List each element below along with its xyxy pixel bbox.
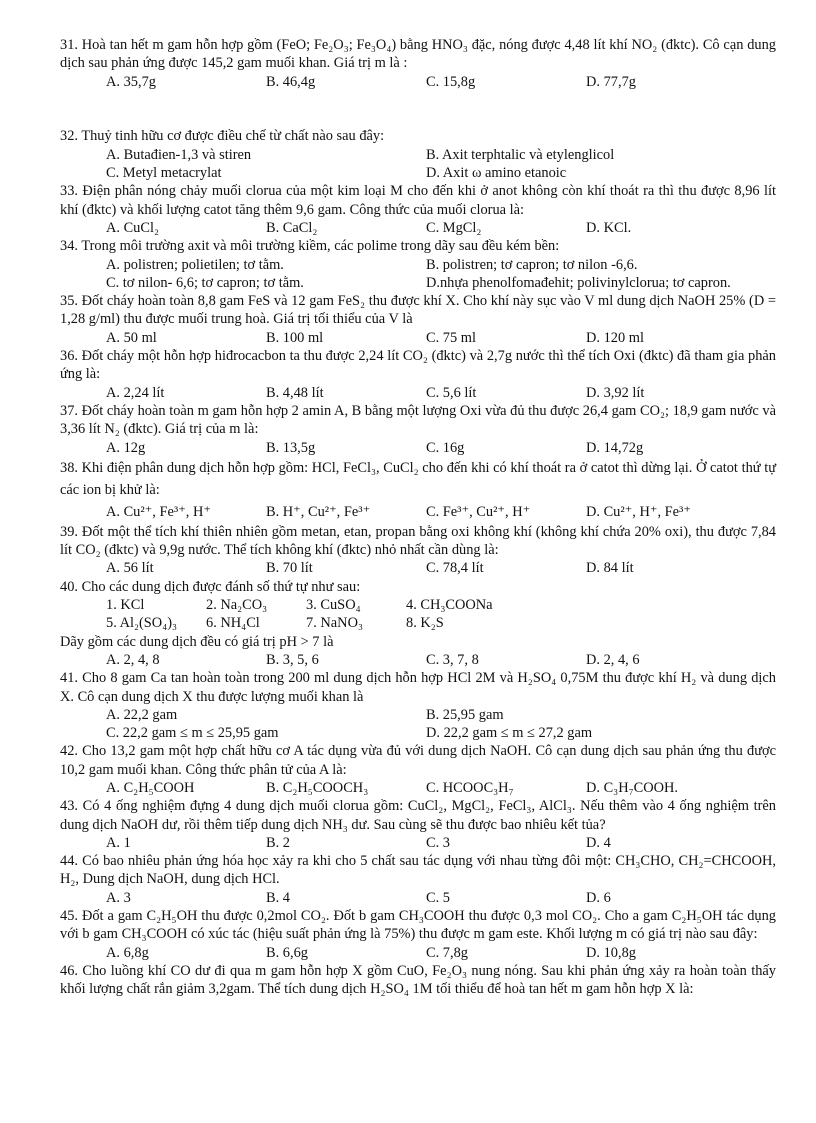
question-stem: 36. Đốt cháy một hỗn hợp hiđrocacbon ta thu được 2,24 lít CO₂ (đktc) và 2,7g nước thì thể tích Oxi (đktc) đã tham gia phản ứng là: (60, 348, 776, 383)
option-c[interactable]: C. 3 (426, 834, 450, 851)
option-d[interactable]: D. 84 lít (586, 560, 634, 577)
option-d[interactable]: D. 6 (586, 889, 611, 906)
question-39 (60, 523, 776, 578)
solution-item: 6. NH₄Cl (206, 615, 260, 632)
option-b[interactable]: B. H⁺, Cu²⁺, Fe³⁺ (266, 503, 371, 520)
option-c[interactable]: C. HCOOC₃H₇ (426, 779, 514, 796)
question-stem: 41. Cho 8 gam Ca tan hoàn toàn trong 200 ml dung dịch hỗn hợp HCl 2M và H₂SO₄ 0,75M thu được khí H₂ và dung dịch X. Cô cạn dung dịch X thu được lượng muối khan là (60, 670, 776, 705)
question-tail: Dãy gồm các dung dịch đều có giá trị pH > 7 là (60, 633, 334, 650)
option-d[interactable]: D. Cu²⁺, H⁺, Fe³⁺ (586, 503, 691, 520)
option-c[interactable]: C. 22,2 gam ≤ m ≤ 25,95 gam (106, 725, 279, 742)
option-b[interactable]: B. 4 (266, 889, 290, 906)
question-40 (60, 578, 776, 669)
option-a[interactable]: A. 2,24 lít (106, 384, 165, 401)
option-a[interactable]: A. 2, 4, 8 (106, 651, 160, 668)
option-d[interactable]: D. 4 (586, 834, 611, 851)
question-34 (60, 237, 776, 292)
option-b[interactable]: B. 70 lít (266, 560, 313, 577)
option-a[interactable]: A. Butađien-1,3 và stiren (106, 146, 252, 163)
question-stem: 43. Có 4 ống nghiệm đựng 4 dung dịch muối clorua gồm: CuCl₂, MgCl₂, FeCl₃, AlCl₃. Nếu thêm vào 4 ống nghiệm trên dung dịch NaOH dư, rồi thêm tiếp dung dịch NH₃ dư. Sau cùng sẽ thu được bao nhiêu kết tủa? (60, 798, 776, 833)
question-46 (60, 962, 776, 999)
answer-options (60, 439, 776, 457)
answer-options (60, 164, 776, 182)
question-stem: 37. Đốt cháy hoàn toàn m gam hỗn hợp 2 amin A, B bằng một lượng Oxi vừa đủ thu được 26,4 gam CO₂; 18,9 gam nước và 3,36 lít N₂ (đktc). Giá trị của m là: (60, 402, 776, 438)
question-45 (60, 907, 776, 962)
option-a[interactable]: A. 3 (106, 889, 131, 906)
answer-options (60, 73, 776, 91)
solution-item: 4. CH₃COONa (406, 597, 493, 614)
option-c[interactable]: C. 7,8g (426, 944, 468, 961)
question-33 (60, 182, 776, 237)
option-b[interactable]: B. 100 ml (266, 329, 324, 346)
option-a[interactable]: A. 50 ml (106, 329, 157, 346)
option-a[interactable]: A. CuCl₂ (106, 219, 159, 236)
question-41 (60, 669, 776, 742)
option-c[interactable]: C. 15,8g (426, 73, 476, 90)
answer-options (60, 501, 776, 523)
question-stem: 42. Cho 13,2 gam một hợp chất hữu cơ A tác dụng vừa đủ với dung dịch NaOH. Cô cạn dung dịch sau phản ứng thu được 10,2 gam muối khan. Công thức phân tử của A là: (60, 743, 776, 778)
option-c[interactable]: C. tơ nilon- 6,6; tơ capron; tơ tằm. (106, 274, 304, 291)
option-c[interactable]: C. 3, 7, 8 (426, 651, 479, 668)
answer-options (60, 779, 776, 797)
option-a[interactable]: A. 1 (106, 834, 131, 851)
answer-options (60, 219, 776, 237)
answer-options (60, 651, 776, 669)
answer-options (60, 256, 776, 274)
option-d[interactable]: D. 77,7g (586, 73, 636, 90)
question-stem: 33. Điện phân nóng chảy muối clorua của một kim loại M cho đến khi ở anot không còn khí thoát ra thì thu được 8,96 lít khí (đktc) và khối lượng catot tăng thêm 9,6 gam. Công thức của muối clorua là: (60, 183, 776, 218)
option-d[interactable]: D. 120 ml (586, 329, 644, 346)
answer-options (60, 944, 776, 962)
option-a[interactable]: A. 35,7g (106, 73, 156, 90)
option-a[interactable]: A. Cu²⁺, Fe³⁺, H⁺ (106, 503, 211, 520)
option-c[interactable]: C. Metyl metacrylat (106, 165, 222, 182)
answer-options (60, 384, 776, 402)
question-32 (60, 127, 776, 182)
question-stem: 44. Có bao nhiêu phản ứng hóa học xảy ra khi cho 5 chất sau tác dụng với nhau từng đôi một: CH₃CHO, CH₂=CHCOOH, H₂, Dung dịch NaOH, dung dịch HCl. (60, 853, 776, 888)
option-b[interactable]: B. CaCl₂ (266, 219, 318, 236)
solution-item: 2. Na₂CO₃ (206, 597, 268, 614)
option-d[interactable]: D. 3,92 lít (586, 384, 645, 401)
option-b[interactable]: B. 6,6g (266, 944, 308, 961)
spacer (60, 109, 776, 127)
option-c[interactable]: C. 5 (426, 889, 450, 906)
question-35 (60, 292, 776, 347)
option-d[interactable]: D. C₃H₇COOH. (586, 779, 678, 796)
option-b[interactable]: B. 4,48 lít (266, 384, 324, 401)
question-43 (60, 797, 776, 852)
answer-options (60, 559, 776, 577)
option-a[interactable]: A. 22,2 gam (106, 706, 178, 723)
solution-item: 8. K₂S (406, 615, 444, 632)
question-stem: 38. Khi điện phân dung dịch hỗn hợp gồm: HCl, FeCl₃, CuCl₂ cho đến khi có khí thoát ra ở catot thì dừng lại. Ở catot thứ tự các ion bị khử là: (60, 459, 776, 498)
answer-options (60, 706, 776, 724)
option-c[interactable]: C. 5,6 lít (426, 384, 477, 401)
answer-options (60, 724, 776, 742)
option-a[interactable]: A. C₂H₅COOH (106, 779, 195, 796)
option-d[interactable]: D. 10,8g (586, 944, 636, 961)
option-d[interactable]: D. 14,72g (586, 439, 644, 456)
question-stem: 39. Đốt một thể tích khí thiên nhiên gồm metan, etan, propan bằng oxi không khí (không khí chứa 20% oxi), thu được 7,84 lít CO₂ (đktc) và 9,9g nước. Thể tích không khí (đktc) nhỏ nhất cần dùng là: (60, 523, 776, 559)
option-c[interactable]: C. Fe³⁺, Cu²⁺, H⁺ (426, 503, 531, 520)
option-a[interactable]: A. 6,8g (106, 944, 149, 961)
option-d[interactable]: D. Axit ω amino etanoic (426, 165, 567, 182)
option-b[interactable]: B. 25,95 gam (426, 706, 504, 723)
answer-options (60, 146, 776, 164)
solution-list (60, 596, 776, 614)
solution-item: 7. NaNO₃ (306, 615, 363, 632)
question-44 (60, 852, 776, 907)
option-c[interactable]: C. 16g (426, 439, 465, 456)
answer-options (60, 834, 776, 852)
question-stem: 31. Hoà tan hết m gam hỗn hợp gồm (FeO; Fe₂O₃; Fe₃O₄) bằng HNO₃ đặc, nóng được 4,48 lít khí NO₂ (đktc). Cô cạn dung dịch sau phản ứng được 145,2 gam muối khan. Giá trị m là : (60, 37, 776, 72)
option-b[interactable]: B. polistren; tơ capron; tơ nilon -6,6. (426, 256, 638, 273)
question-stem: 32. Thuỷ tinh hữu cơ được điều chế từ chất nào sau đây: (60, 128, 385, 145)
question-37 (60, 402, 776, 457)
answer-options (60, 274, 776, 292)
option-b[interactable]: B. 3, 5, 6 (266, 651, 319, 668)
spacer (60, 91, 776, 109)
solution-item: 5. Al₂(SO₄)₃ (106, 615, 178, 632)
question-31 (60, 36, 776, 91)
question-stem: 35. Đốt cháy hoàn toàn 8,8 gam FeS và 12 gam FeS₂ thu được khí X. Cho khí này sục vào V ml dung dịch NaOH 25% (D = 1,28 g/ml) thu được muối trung hoà. Giá trị tối thiểu của V là (60, 293, 776, 328)
question-stem: 45. Đốt a gam C₂H₅OH thu được 0,2mol CO₂. Đốt b gam CH₃COOH thu được 0,3 mol CO₂. Cho a gam C₂H₅OH tác dụng với b gam CH₃COOH có xúc tác (hiệu suất phản ứng là 75%) thu được m gam este. Khối lượng m có giá trị nào sau đây: (60, 908, 776, 943)
option-b[interactable]: B. 2 (266, 834, 290, 851)
option-a[interactable]: A. polistren; polietilen; tơ tằm. (106, 256, 284, 273)
solution-item: 1. KCl (106, 597, 145, 614)
option-b[interactable]: B. Axit terphtalic và etylenglicol (426, 146, 615, 163)
question-42 (60, 742, 776, 797)
answer-options (60, 889, 776, 907)
question-stem: 34. Trong môi trường axit và môi trường kiềm, các polime trong dãy sau đều kém bền: (60, 238, 560, 255)
option-b[interactable]: B. 13,5g (266, 439, 316, 456)
question-stem: 46. Cho luồng khí CO dư đi qua m gam hỗn hợp X gồm CuO, Fe₂O₃ nung nóng. Sau khi phản ứng xảy ra hoàn toàn thấy khối lượng chất rắn giảm 3,2gam. Thể tích dung dịch H₂SO₄ 1M tối thiểu để hoà tan hết m gam hỗn hợp X là: (60, 962, 776, 998)
option-a[interactable]: A. 12g (106, 439, 146, 456)
option-c[interactable]: C. MgCl₂ (426, 219, 482, 236)
option-a[interactable]: A. 56 lít (106, 560, 154, 577)
question-36 (60, 347, 776, 402)
option-d[interactable]: D. 2, 4, 6 (586, 651, 640, 668)
option-c[interactable]: C. 78,4 lít (426, 560, 484, 577)
option-d[interactable]: D. KCl. (586, 219, 632, 236)
option-b[interactable]: B. C₂H₅COOCH₃ (266, 779, 369, 796)
option-d[interactable]: D. 22,2 gam ≤ m ≤ 27,2 gam (426, 725, 593, 742)
option-b[interactable]: B. 46,4g (266, 73, 316, 90)
question-38 (60, 457, 776, 523)
solution-list (60, 614, 776, 632)
answer-options (60, 329, 776, 347)
solution-item: 3. CuSO₄ (306, 597, 361, 614)
option-d[interactable]: D.nhựa phenolfomađehit; polivinylclorua; tơ capron. (426, 274, 731, 291)
option-c[interactable]: C. 75 ml (426, 329, 476, 346)
question-stem: 40. Cho các dung dịch được đánh số thứ tự như sau: (60, 578, 361, 595)
